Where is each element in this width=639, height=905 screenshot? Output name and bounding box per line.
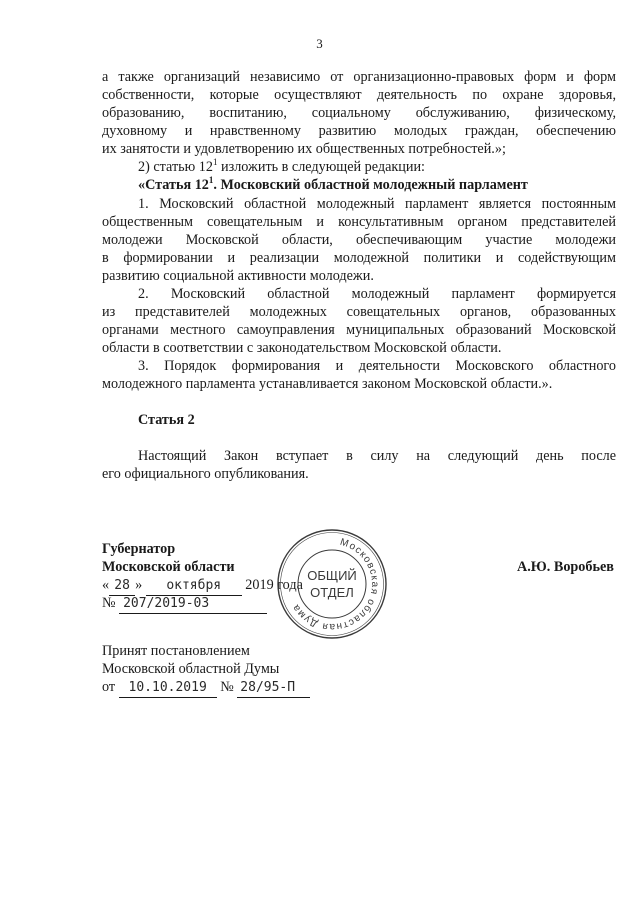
signatory-title: Губернатор [102, 541, 176, 557]
body-line: а также организаций независимо от организационно-правовых форм и форм [102, 69, 616, 85]
signature-number [102, 594, 267, 614]
paragraph-line: органами местного самоуправления муниципальных образований Московской [102, 322, 616, 338]
paragraph-line: 2. Московский областной молодежный парламент формируется [138, 286, 616, 302]
stamp-center-line2: ОТДЕЛ [310, 585, 354, 600]
date-month: октября [146, 577, 242, 596]
paragraph-line: 1. Московский областной молодежный парламент является постоянным [138, 196, 616, 212]
number-prefix: № [220, 679, 234, 695]
body-line: духовному и нравственному развитию молодых граждан, обеспечению [102, 123, 616, 139]
amendment-item [138, 158, 616, 176]
paragraph-line: развитию социальной активности молодежи. [102, 268, 374, 284]
page-number: 3 [316, 36, 323, 51]
article-2-title: Статья 2 [138, 412, 195, 428]
signatory-name: А.Ю. Воробьев [517, 559, 614, 575]
stamp-seal [276, 528, 388, 640]
paragraph-line: в формировании и реализации молодежной политики и содействующим [102, 250, 616, 266]
article-2-text: его официального опубликования. [102, 466, 309, 482]
amendment-text: изложить в следующей редакции: [217, 159, 425, 175]
body-line: собственности, которые осуществляют деятельность по охране здоровья, [102, 87, 616, 103]
paragraph-line: общественным совещательным и консультативным органом представителей [102, 214, 616, 230]
superscript: 1 [212, 157, 218, 167]
signatory-region: Московской области [102, 559, 235, 575]
body-line: образованию, воспитанию, социальному обслуживанию, физическому, [102, 105, 616, 121]
stamp-ring-text: Московская областная Дума [290, 536, 381, 633]
amendment-text: 2) статью 12 [138, 159, 213, 175]
article-heading-text: . Московский областной молодежный парламент [213, 177, 528, 193]
paragraph-line: молодежи Московской области, обеспечивающим участие молодежи [102, 232, 616, 248]
paragraph-line: из представителей молодежных совещательных органов, образованных [102, 304, 616, 320]
adoption-date-line [102, 678, 310, 698]
resolution-number: 28/95-П [237, 679, 310, 698]
adoption-line: Московской областной Думы [102, 661, 280, 677]
date-day: 28 [109, 577, 135, 596]
article-heading [138, 176, 616, 194]
date-year: 2019 года [245, 577, 303, 593]
adoption-date: 10.10.2019 [119, 679, 217, 698]
signature-date [102, 576, 303, 596]
adoption-line: Принят постановлением [102, 643, 250, 659]
article-2-text: Настоящий Закон вступает в силу на следующий день после [138, 448, 616, 464]
article-heading-text: «Статья 12 [138, 177, 209, 193]
superscript: 1 [208, 175, 214, 185]
date-quote-close: » [135, 577, 143, 593]
paragraph-line: 3. Порядок формирования и деятельности Московского областного [138, 358, 616, 374]
paragraph-line: молодежного парламента устанавливается законом Московской области.». [102, 376, 553, 392]
from-word: от [102, 679, 116, 695]
paragraph-line: области в соответствии с законодательством Московской области. [102, 340, 502, 356]
stamp-center-line1: ОБЩИЙ [307, 568, 357, 583]
law-number: 207/2019-03 [119, 595, 267, 614]
date-quote-open: « [102, 577, 110, 593]
number-prefix: № [102, 595, 116, 611]
body-line: их занятости и удовлетворению их общественных потребностей.»; [102, 141, 506, 157]
